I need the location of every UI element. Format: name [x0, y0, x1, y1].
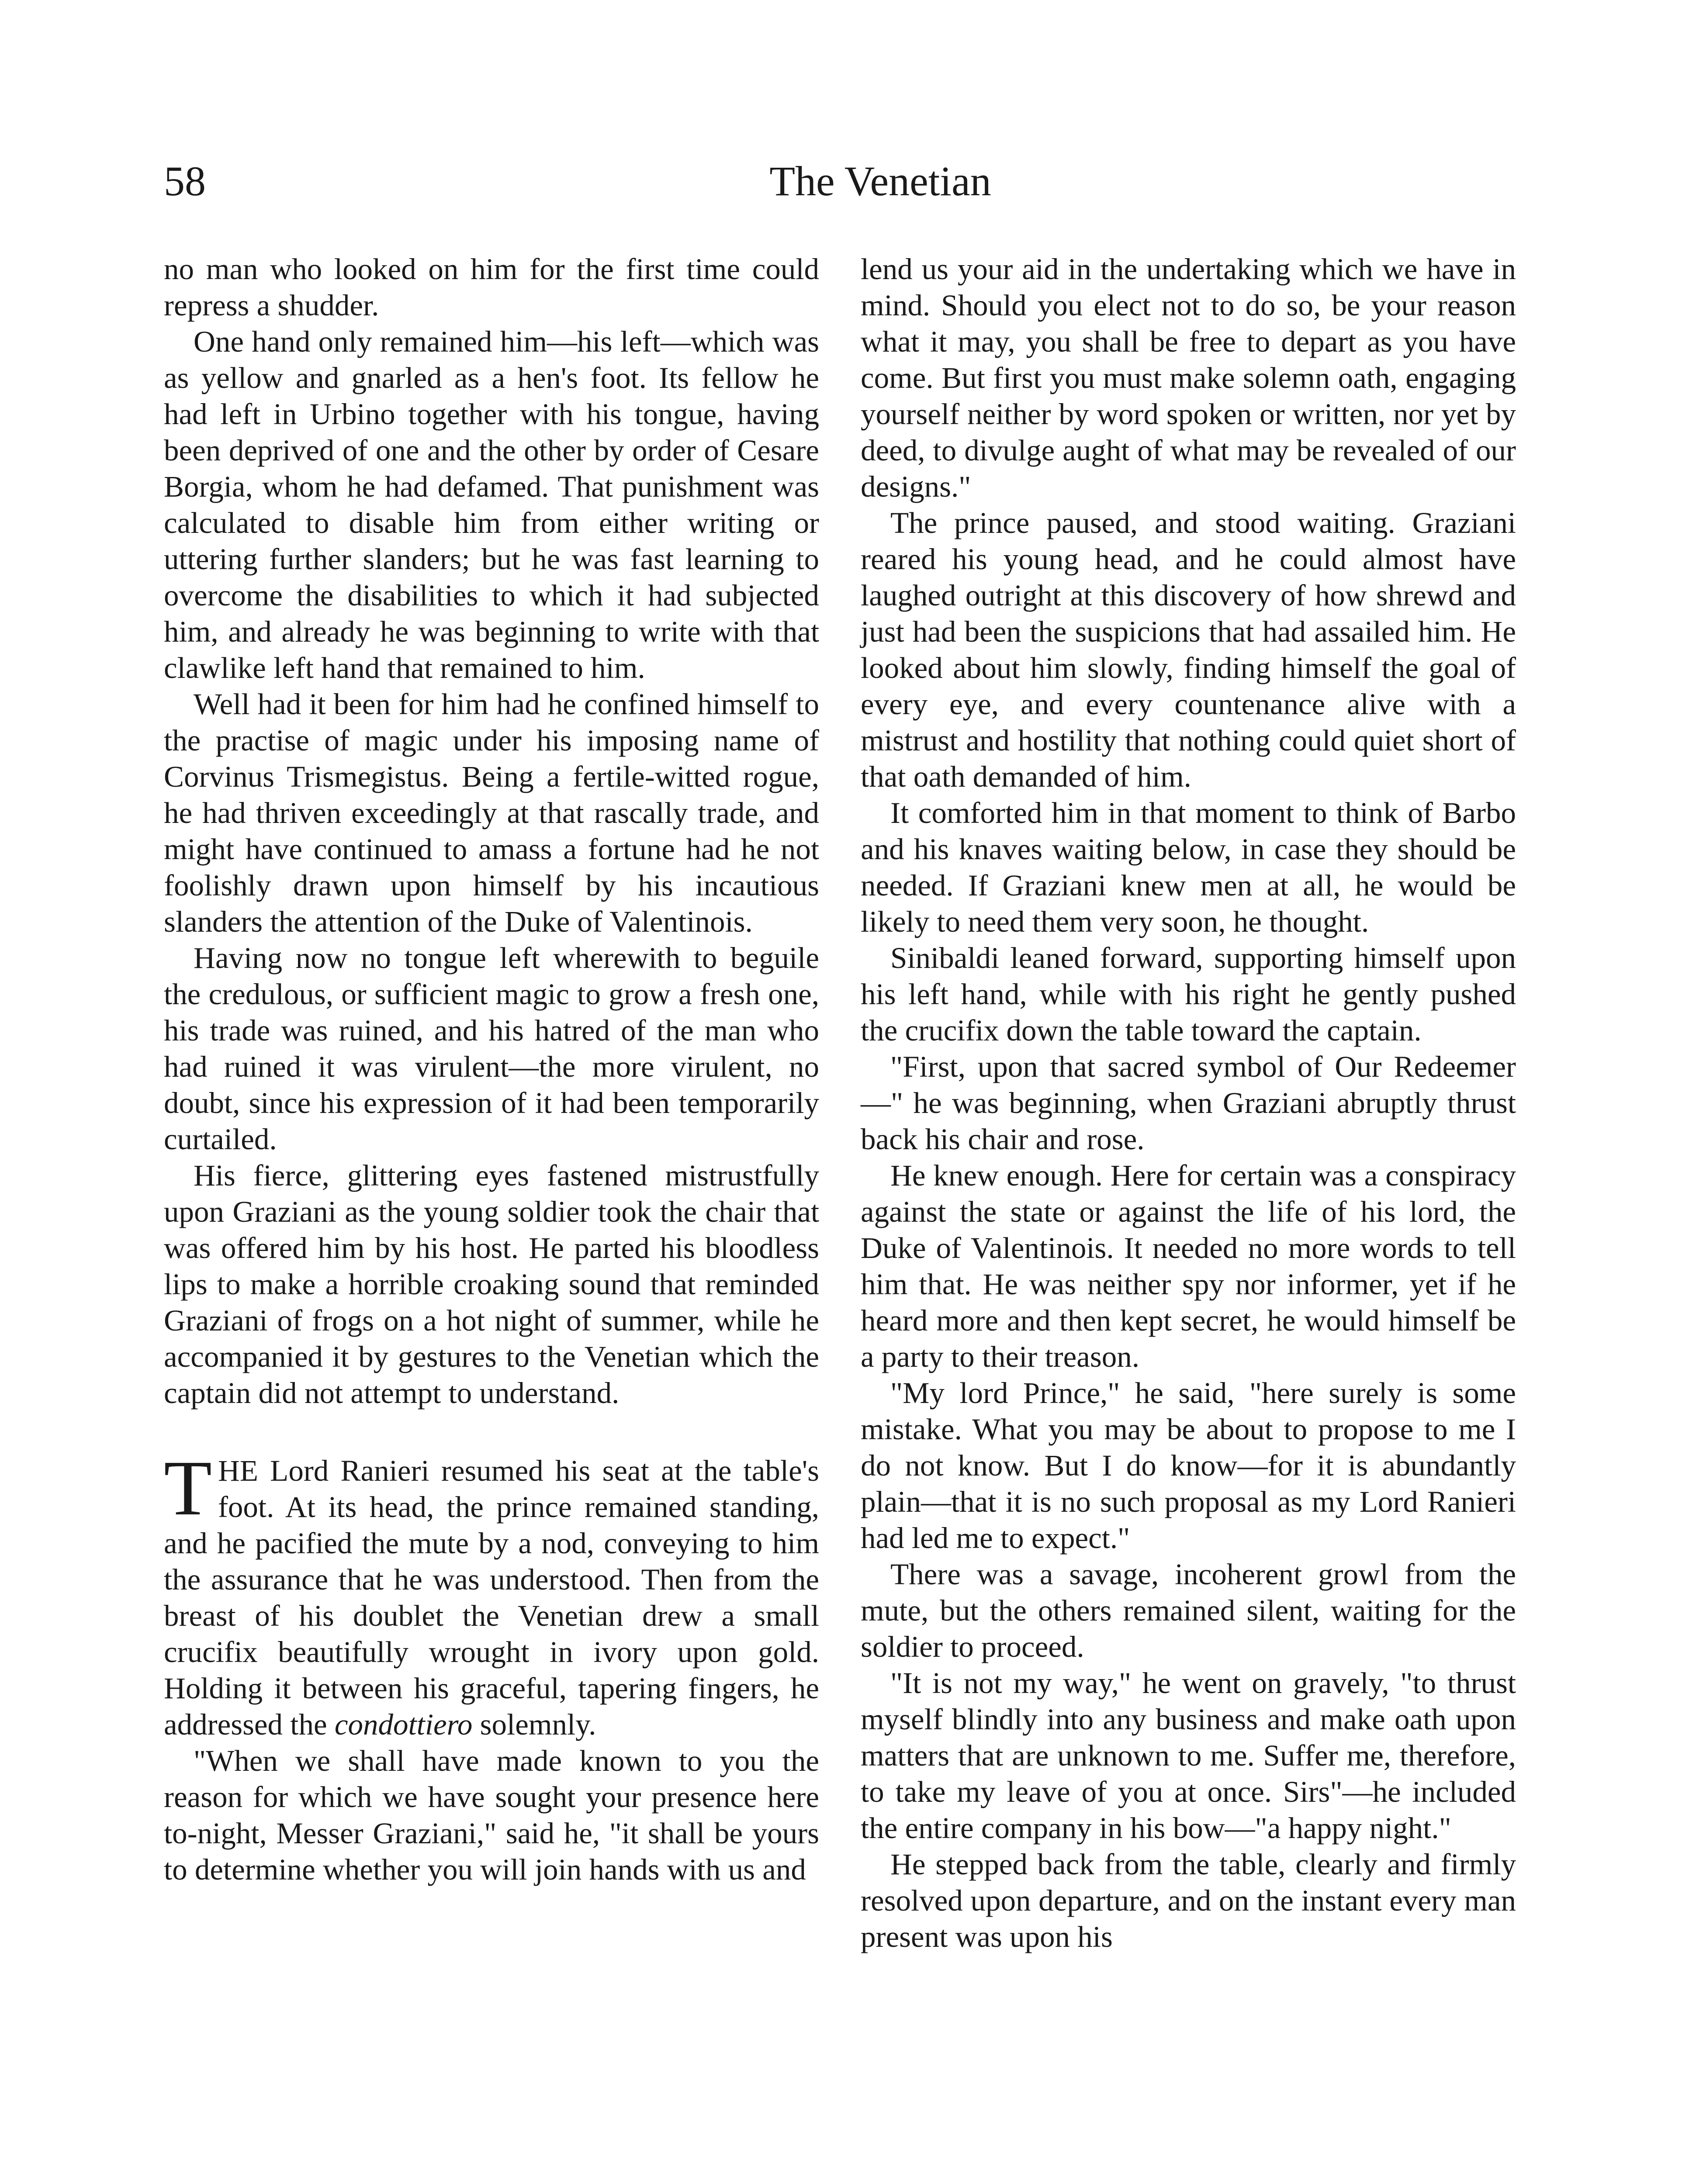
- small-caps-text: HE: [218, 1454, 258, 1487]
- paragraph: The prince paused, and stood waiting. Graziani reared his young head, and he could almost have laughed outright at this discovery of how shrewd and just had been the suspicions that had assailed him. He looked about him slowly, finding himself the goal of every eye, and every countenance alive with a mistrust and hostility that nothing could quiet short of that oath demanded of him.: [861, 506, 1516, 793]
- page-number: 58: [164, 158, 206, 204]
- paragraph: Sinibaldi leaned forward, supporting himself upon his left hand, while with his right he gently pushed the crucifix down the table toward the captain.: [861, 941, 1516, 1047]
- paragraph: "It is not my way," he went on gravely, "to thrust myself blindly into any business and make oath upon matters that are unknown to me. Suffer me, therefore, to take my leave of you at once. Sirs"—he included the entire company in his bow—"a happy night.": [861, 1666, 1516, 1845]
- paragraph: One hand only remained him—his left—which was as yellow and gnarled as a hen's foot. Its fellow he had left in Urbino together with his tongue, having been deprived of one and the other by order of Cesare Borgia, whom he had defamed. That punishment was calculated to disable him from either writing or uttering further slanders; but he was fast learning to overcome the disabilities to which it had subjected him, and already he was beginning to write with that clawlike left hand that remained to him.: [164, 325, 819, 684]
- paragraph: His fierce, glittering eyes fastened mistrustfully upon Graziani as the young soldier took the chair that was offered him by his host. He parted his bloodless lips to make a horrible croaking sound that reminded Graziani of frogs on a hot night of summer, while he accompanied it by gestures to the Venetian which the captain did not attempt to understand.: [164, 1159, 819, 1410]
- paragraph: "My lord Prince," he said, "here surely is some mistake. What you may be about to propose to me I do not know. But I do know—for it is abundantly plain—that it is no such proposal as my Lord Ranieri had led me to expect.": [861, 1376, 1516, 1555]
- paragraph-text: solemnly.: [472, 1708, 596, 1741]
- paragraph: "When we shall have made known to you the reason for which we have sought your presence here to-night, Messer Graziani," said he, "it shall be yours to determine whether you will join hands with us and: [164, 1744, 819, 1886]
- paragraph-text: Lord Ranieri resumed his seat at the table's foot. At its head, the prince remained standing, and he pacified the mute by a nod, conveying to him the assurance that he was understood. Then from the breast of his doublet the Venetian drew a small crucifix beautifully wrought in ivory upon gold. Holding it between his graceful, tapering fingers, he addressed the: [164, 1454, 819, 1741]
- paragraph: Having now no tongue left wherewith to beguile the credulous, or sufficient magic to grow a fresh one, his trade was ruined, and his hatred of the man who had ruined it was virulent—the more virulent, no doubt, since his expression of it had been temporarily curtailed.: [164, 941, 819, 1156]
- page-header: [164, 157, 1689, 223]
- right-column: [861, 251, 1516, 1955]
- paragraph: lend us your aid in the undertaking which we have in mind. Should you elect not to do so, be your reason what it may, you shall be free to depart as you have come. But first you must make solemn oath, engaging yourself neither by word spoken or written, nor yet by deed, to divulge aught of what may be revealed of our designs.": [861, 252, 1516, 503]
- left-column: [164, 251, 819, 1888]
- section-start-paragraph: [164, 1444, 819, 1743]
- paragraph: It comforted him in that moment to think of Barbo and his knaves waiting below, in case they should be needed. If Graziani knew men at all, he would be likely to need them very soon, he thought.: [861, 796, 1516, 938]
- italic-term: condottiero: [334, 1708, 473, 1741]
- running-title: The Venetian: [769, 158, 991, 204]
- paragraph: Well had it been for him had he confined himself to the practise of magic under his imposing name of Corvinus Trismegistus. Being a fertile-witted rogue, he had thriven exceedingly at that rascally trade, and might have continued to amass a fortune had he not foolishly drawn upon himself by his incautious slanders the attention of the Duke of Valentinois.: [164, 688, 819, 938]
- paragraph: He knew enough. Here for certain was a conspiracy against the state or against the life of his lord, the Duke of Valentinois. It needed no more words to tell him that. He was neither spy nor informer, yet if he heard more and then kept secret, he would himself be a party to their treason.: [861, 1159, 1516, 1373]
- drop-cap: T: [164, 1444, 212, 1531]
- paragraph: no man who looked on him for the first time could repress a shudder.: [164, 252, 819, 322]
- paragraph: "First, upon that sacred symbol of Our Redeemer—" he was beginning, when Graziani abruptly thrust back his chair and rose.: [861, 1050, 1516, 1156]
- paragraph: He stepped back from the table, clearly and firmly resolved upon departure, and on the instant every man present was upon his: [861, 1848, 1516, 1953]
- paragraph: There was a savage, incoherent growl from the mute, but the others remained silent, waiting for the soldier to proceed.: [861, 1558, 1516, 1663]
